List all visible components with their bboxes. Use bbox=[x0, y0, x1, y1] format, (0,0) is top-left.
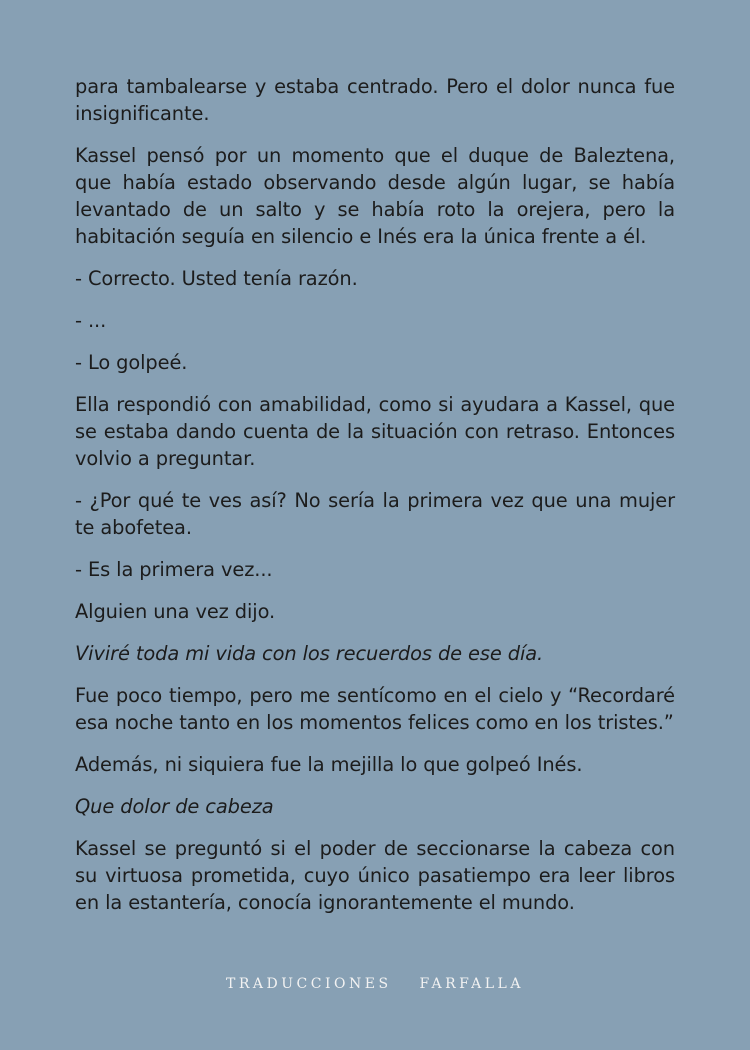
italic-thought: Que dolor de cabeza bbox=[75, 795, 274, 818]
paragraph: para tambalearse y estaba centrado. Pero el dolor nunca fue insignificante. bbox=[75, 75, 675, 125]
paragraph: Además, ni siquiera fue la mejilla lo que golpeó Inés. bbox=[75, 753, 583, 776]
page-footer: TRADUCCIONES FARFALLA bbox=[226, 976, 524, 992]
paragraph: Kassel se preguntó si el poder de seccionarse la cabeza con su virtuosa prometida, cuyo único pasatiempo era leer libros en la estantería, conocía ignorantemente el mundo. bbox=[75, 837, 675, 914]
dialogue-line: - ... bbox=[75, 309, 107, 332]
dialogue-line: - ¿Por qué te ves así? No sería la primera vez que una mujer te abofetea. bbox=[75, 489, 675, 539]
dialogue-line: - Es la primera vez... bbox=[75, 558, 273, 581]
paragraph: Fue poco tiempo, pero me sentícomo en el cielo y “Recordaré esa noche tanto en los momentos felices como en los tristes.” bbox=[75, 684, 675, 734]
dialogue-line: - Lo golpeé. bbox=[75, 351, 188, 374]
page-body bbox=[75, 73, 675, 931]
paragraph: Ella respondió con amabilidad, como si ayudara a Kassel, que se estaba dando cuenta de la situación con retraso. Entonces volvio a preguntar. bbox=[75, 393, 675, 470]
paragraph: Kassel pensó por un momento que el duque de Baleztena, que había estado observando desde algún lugar, se había levantado de un salto y se había roto la orejera, pero la habitación seguía en silencio e Inés era la única frente a él. bbox=[75, 144, 675, 248]
paragraph: Alguien una vez dijo. bbox=[75, 600, 276, 623]
dialogue-line: - Correcto. Usted tenía razón. bbox=[75, 267, 358, 290]
italic-thought: Viviré toda mi vida con los recuerdos de ese día. bbox=[75, 642, 544, 665]
